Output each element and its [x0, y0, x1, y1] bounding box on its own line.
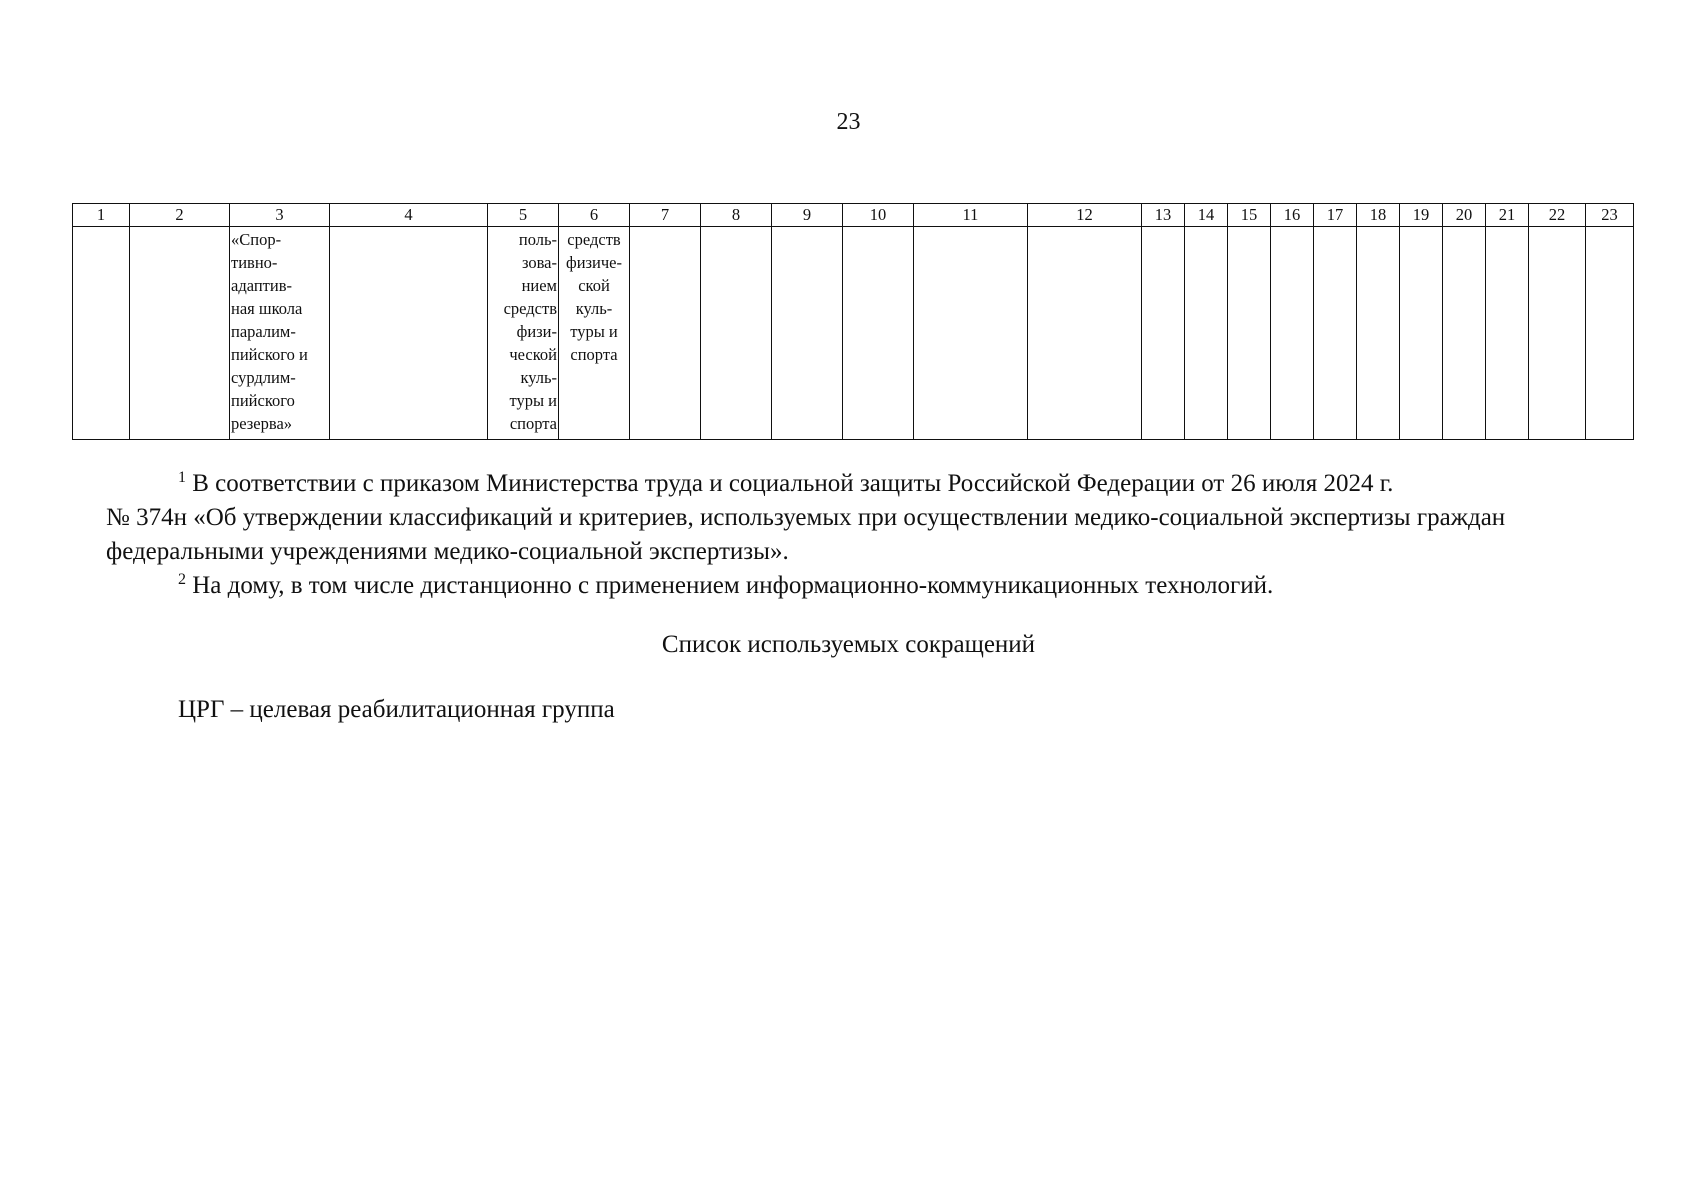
cell-line: куль- — [575, 299, 613, 318]
column-number: 1 — [73, 204, 130, 227]
column-number: 21 — [1486, 204, 1529, 227]
column-number: 16 — [1271, 204, 1314, 227]
cell-line: средств — [503, 299, 557, 318]
table-cell — [1028, 227, 1142, 440]
table-row — [73, 227, 1634, 440]
column-number: 3 — [230, 204, 330, 227]
continuation-table — [72, 203, 1634, 440]
table-cell — [1486, 227, 1529, 440]
footnote-mark: 2 — [178, 571, 186, 588]
column-number: 15 — [1228, 204, 1271, 227]
cell-line: адаптив- — [231, 276, 292, 295]
cell-line: ческой — [509, 345, 557, 364]
cell-line: средств — [567, 230, 621, 249]
column-number: 18 — [1357, 204, 1400, 227]
column-number: 9 — [772, 204, 843, 227]
footnote-mark: 1 — [178, 469, 186, 486]
table-cell — [130, 227, 230, 440]
cell-line: «Спор- — [231, 230, 282, 249]
column-number: 7 — [630, 204, 701, 227]
footnote-2 — [106, 569, 1576, 603]
cell-line: резерва» — [231, 414, 293, 433]
cell-line: спорта — [509, 414, 557, 433]
column-number: 17 — [1314, 204, 1357, 227]
cell-line: ная школа — [231, 299, 303, 318]
cell-line: спорта — [570, 345, 618, 364]
footnotes — [106, 467, 1576, 603]
abbreviations-title: Список используемых сокращений — [661, 631, 1036, 658]
table-cell — [1529, 227, 1586, 440]
footnote-1-rest: № 374н «Об утверждении классификаций и критериев, используемых при осуществлении медико-социальной экспертизы граждан федеральными учреждениями медико-социальной экспертизы». — [106, 504, 1506, 565]
column-number-row — [73, 204, 1634, 227]
service-means-cell — [559, 227, 630, 440]
column-number: 4 — [330, 204, 488, 227]
cell-line: паралим- — [231, 322, 296, 341]
table-cell — [1443, 227, 1486, 440]
table-cell — [1228, 227, 1271, 440]
cell-line: физи- — [516, 322, 557, 341]
cell-line: сурдлим- — [231, 368, 296, 387]
cell-line: физиче- — [566, 253, 622, 272]
column-number: 13 — [1142, 204, 1185, 227]
table-cell — [73, 227, 130, 440]
column-number: 22 — [1529, 204, 1586, 227]
table-cell — [1185, 227, 1228, 440]
cell-line: куль- — [520, 368, 557, 387]
column-number: 19 — [1400, 204, 1443, 227]
cell-line: поль- — [518, 230, 557, 249]
table-cell — [330, 227, 488, 440]
table-cell — [1586, 227, 1634, 440]
cell-line: пийского и — [231, 345, 308, 364]
column-number: 8 — [701, 204, 772, 227]
column-number: 2 — [130, 204, 230, 227]
column-number: 10 — [843, 204, 914, 227]
column-number: 6 — [559, 204, 630, 227]
cell-line: тивно- — [231, 253, 278, 272]
cell-line: нием — [521, 276, 557, 295]
cell-line: зова- — [521, 253, 557, 272]
column-number: 12 — [1028, 204, 1142, 227]
service-form-cell — [488, 227, 559, 440]
footnote-1-line1: В соответствии с приказом Министерства труда и социальной защиты Российской Федерации от 26 июля 2024 г. — [186, 470, 1394, 497]
table-cell — [1357, 227, 1400, 440]
table-cell — [1314, 227, 1357, 440]
column-number: 11 — [914, 204, 1028, 227]
table-cell — [1400, 227, 1443, 440]
cell-line: ской — [578, 276, 610, 295]
abbreviation-item: ЦРГ – целевая реабилитационная группа — [178, 696, 615, 723]
table-cell — [843, 227, 914, 440]
page-number: 23 — [836, 109, 861, 135]
column-number: 5 — [488, 204, 559, 227]
table-cell — [1142, 227, 1185, 440]
table-cell — [772, 227, 843, 440]
column-number: 20 — [1443, 204, 1486, 227]
footnote-2-text: На дому, в том числе дистанционно с применением информационно-коммуникационных технологий. — [186, 572, 1274, 599]
table-cell — [1271, 227, 1314, 440]
cell-line: туры и — [570, 322, 618, 341]
table-cell — [701, 227, 772, 440]
table-cell — [914, 227, 1028, 440]
column-number: 14 — [1185, 204, 1228, 227]
cell-line: пийского — [231, 391, 295, 410]
institution-name-cell — [230, 227, 330, 440]
footnote-1 — [106, 467, 1576, 569]
column-number: 23 — [1586, 204, 1634, 227]
table-cell — [630, 227, 701, 440]
footnote-1-first-line — [106, 467, 1576, 501]
cell-line: туры и — [509, 391, 557, 410]
